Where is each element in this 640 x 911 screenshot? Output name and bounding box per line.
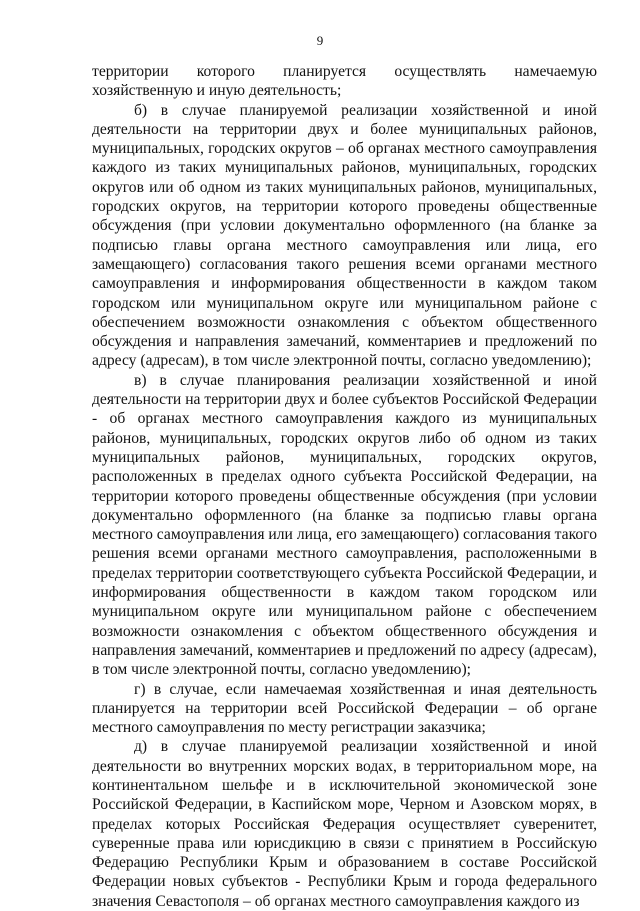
paragraph-item-v: в) в случае планирования реализации хозяйственной и иной деятельности на территории двух и более субъектов Российской Федерации - об органах местного самоуправления каждого из муниципальных районов, муниципальных, городских округов либо об одном из таких муниципальных районов, муниципальных, городских округов, расположенных в пределах одного субъекта Российской Федерации, на территории которого проведены общественные обсуждения (при условии документально оформленного (на бланке за подписью главы органа местного самоуправления или лица, его замещающего) согласования такого решения всеми органами местного самоуправления, расположенными в пределах территории соответствующего субъекта Российской Федерации, и информирования общественности в каждом таком городском или муниципальном округе или муниципальном районе с обеспечением возможности ознакомления с объектом общественного обсуждения и направления замечаний, комментариев и предложений по адресу (адресам), в том числе электронной почты, согласно уведомлению); (92, 371, 597, 679)
paragraph-item-b: б) в случае планируемой реализации хозяйственной и иной деятельности на территории двух и более муниципальных районов, муниципальных, городских округов – об органах местного самоуправления каждого из таких муниципальных районов, муниципальных, городских округов или об одном из таких муниципальных районов, муниципальных, городских округов, на территории которого проведены общественные обсуждения (при условии документально оформленного (на бланке за подписью главы органа местного самоуправления или лица, его замещающего) согласования такого решения всеми органами местного самоуправления и информирования общественности в каждом таком городском или муниципальном округе или муниципальном районе с обеспечением возможности ознакомления с объектом общественного обсуждения и направления замечаний, комментариев и предложений по адресу (адресам), в том числе электронной почты, согласно уведомлению); (92, 101, 597, 370)
paragraph-item-d: д) в случае планируемой реализации хозяйственной и иной деятельности во внутренних морских водах, в территориальном море, на континентальном шельфе и в исключительной экономической зоне Российской Федерации, в Каспийском море, Черном и Азовском морях, в пределах которых Российская Федерация осуществляет суверенитет, суверенные права или юрисдикцию в связи с принятием в Российскую Федерацию Республики Крым и образованием в составе Российской Федерации новых субъектов - Республики Крым и города федерального значения Севастополя – об органах местного самоуправления каждого из (92, 738, 597, 910)
document-body (92, 62, 597, 911)
page-number: 9 (316, 33, 324, 48)
paragraph-continuation: территории которого планируется осуществлять намечаемую хозяйственную и иную деятельность; (92, 63, 597, 100)
paragraph-item-g: г) в случае, если намечаемая хозяйственная и иная деятельность планируется на территории всей Российской Федерации – об органе местного самоуправления по месту регистрации заказчика; (92, 680, 597, 737)
